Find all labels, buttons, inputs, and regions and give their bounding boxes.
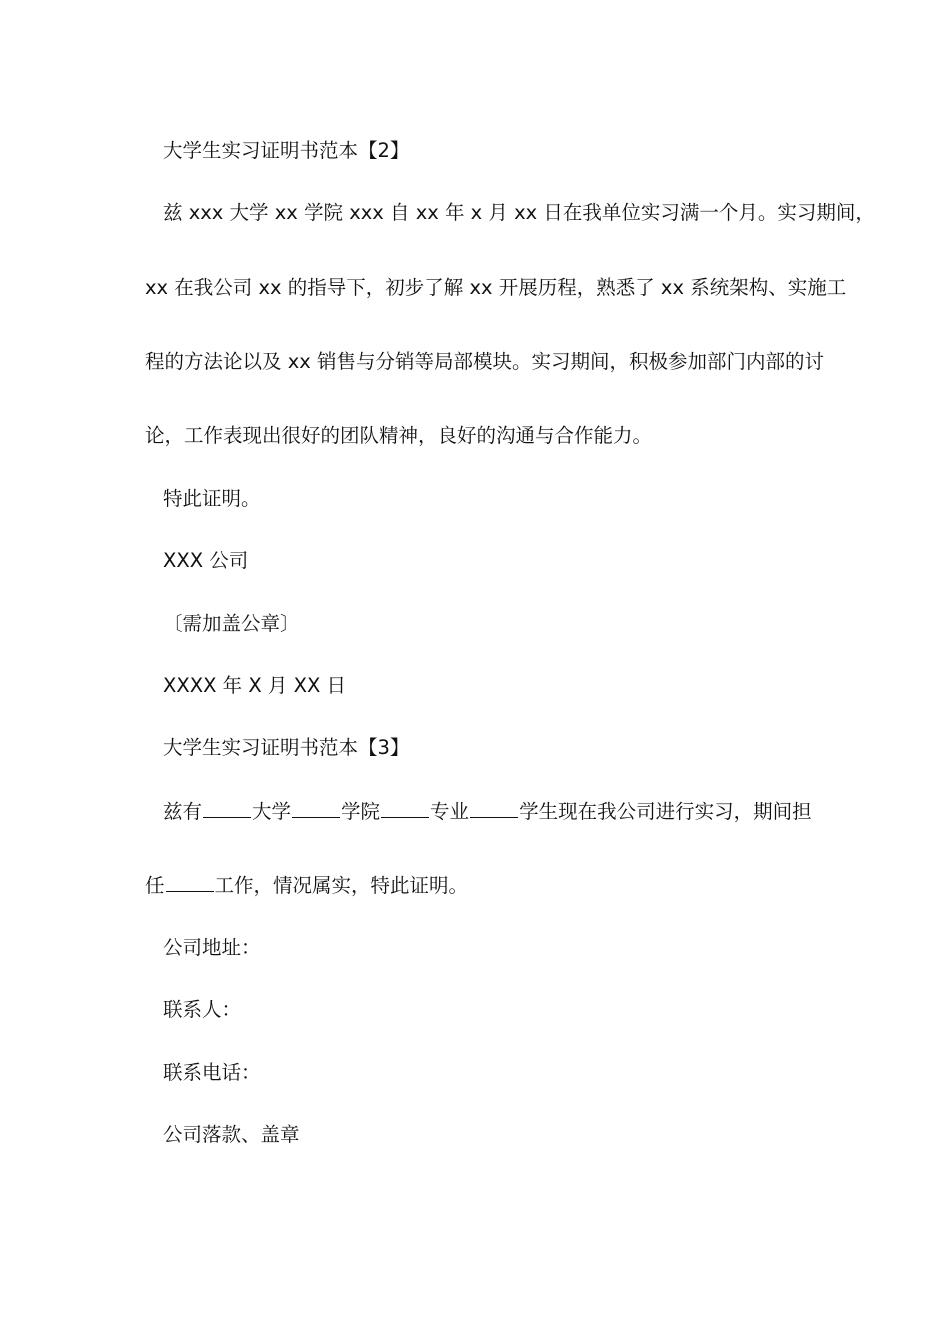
fill-text: 兹有 <box>163 800 203 823</box>
university-blank[interactable] <box>203 797 251 818</box>
student-name-blank[interactable] <box>470 797 518 818</box>
company-signature-label: 公司落款、盖章 <box>163 1123 300 1146</box>
certify-text: 特此证明。 <box>163 487 261 510</box>
section-2-title: 大学生实习证明书范本【2】 <box>163 139 410 162</box>
fill-text: 学院 <box>341 800 381 823</box>
company-name: XXX 公司 <box>163 549 249 572</box>
college-blank[interactable] <box>292 797 340 818</box>
section-2-paragraph-line-1: 兹 xxx 大学 xx 学院 xxx 自 xx 年 x 月 xx 日在我单位实习满一个月。实习期间， <box>163 201 875 224</box>
section-2-paragraph-line-2: xx 在我公司 xx 的指导下，初步了解 xx 开展历程，熟悉了 xx 系统架构、实施工 <box>145 276 847 299</box>
fill-text: 学生现在我公司进行实习，期间担 <box>519 800 812 823</box>
fill-text: 大学 <box>252 800 292 823</box>
company-address-label: 公司地址： <box>163 936 261 959</box>
section-3-title: 大学生实习证明书范本【3】 <box>163 736 410 759</box>
section-2-paragraph-line-4: 论，工作表现出很好的团队精神，良好的沟通与合作能力。 <box>145 424 653 447</box>
seal-note: 〔需加盖公章〕 <box>163 612 300 635</box>
fill-text: 工作，情况属实，特此证明。 <box>214 874 469 897</box>
fill-text: 专业 <box>430 800 470 823</box>
certificate-date: XXXX 年 X 月 XX 日 <box>163 674 347 697</box>
contact-person-label: 联系人： <box>163 998 242 1021</box>
fill-text: 任 <box>145 874 165 897</box>
contact-phone-label: 联系电话： <box>163 1061 261 1084</box>
section-3-paragraph-line-2 <box>145 871 468 899</box>
job-blank[interactable] <box>166 871 214 892</box>
section-2-paragraph-line-3: 程的方法论以及 xx 销售与分销等局部模块。实习期间，积极参加部门内部的讨 <box>145 350 824 373</box>
major-blank[interactable] <box>381 797 429 818</box>
section-3-paragraph-line-1 <box>163 797 812 825</box>
